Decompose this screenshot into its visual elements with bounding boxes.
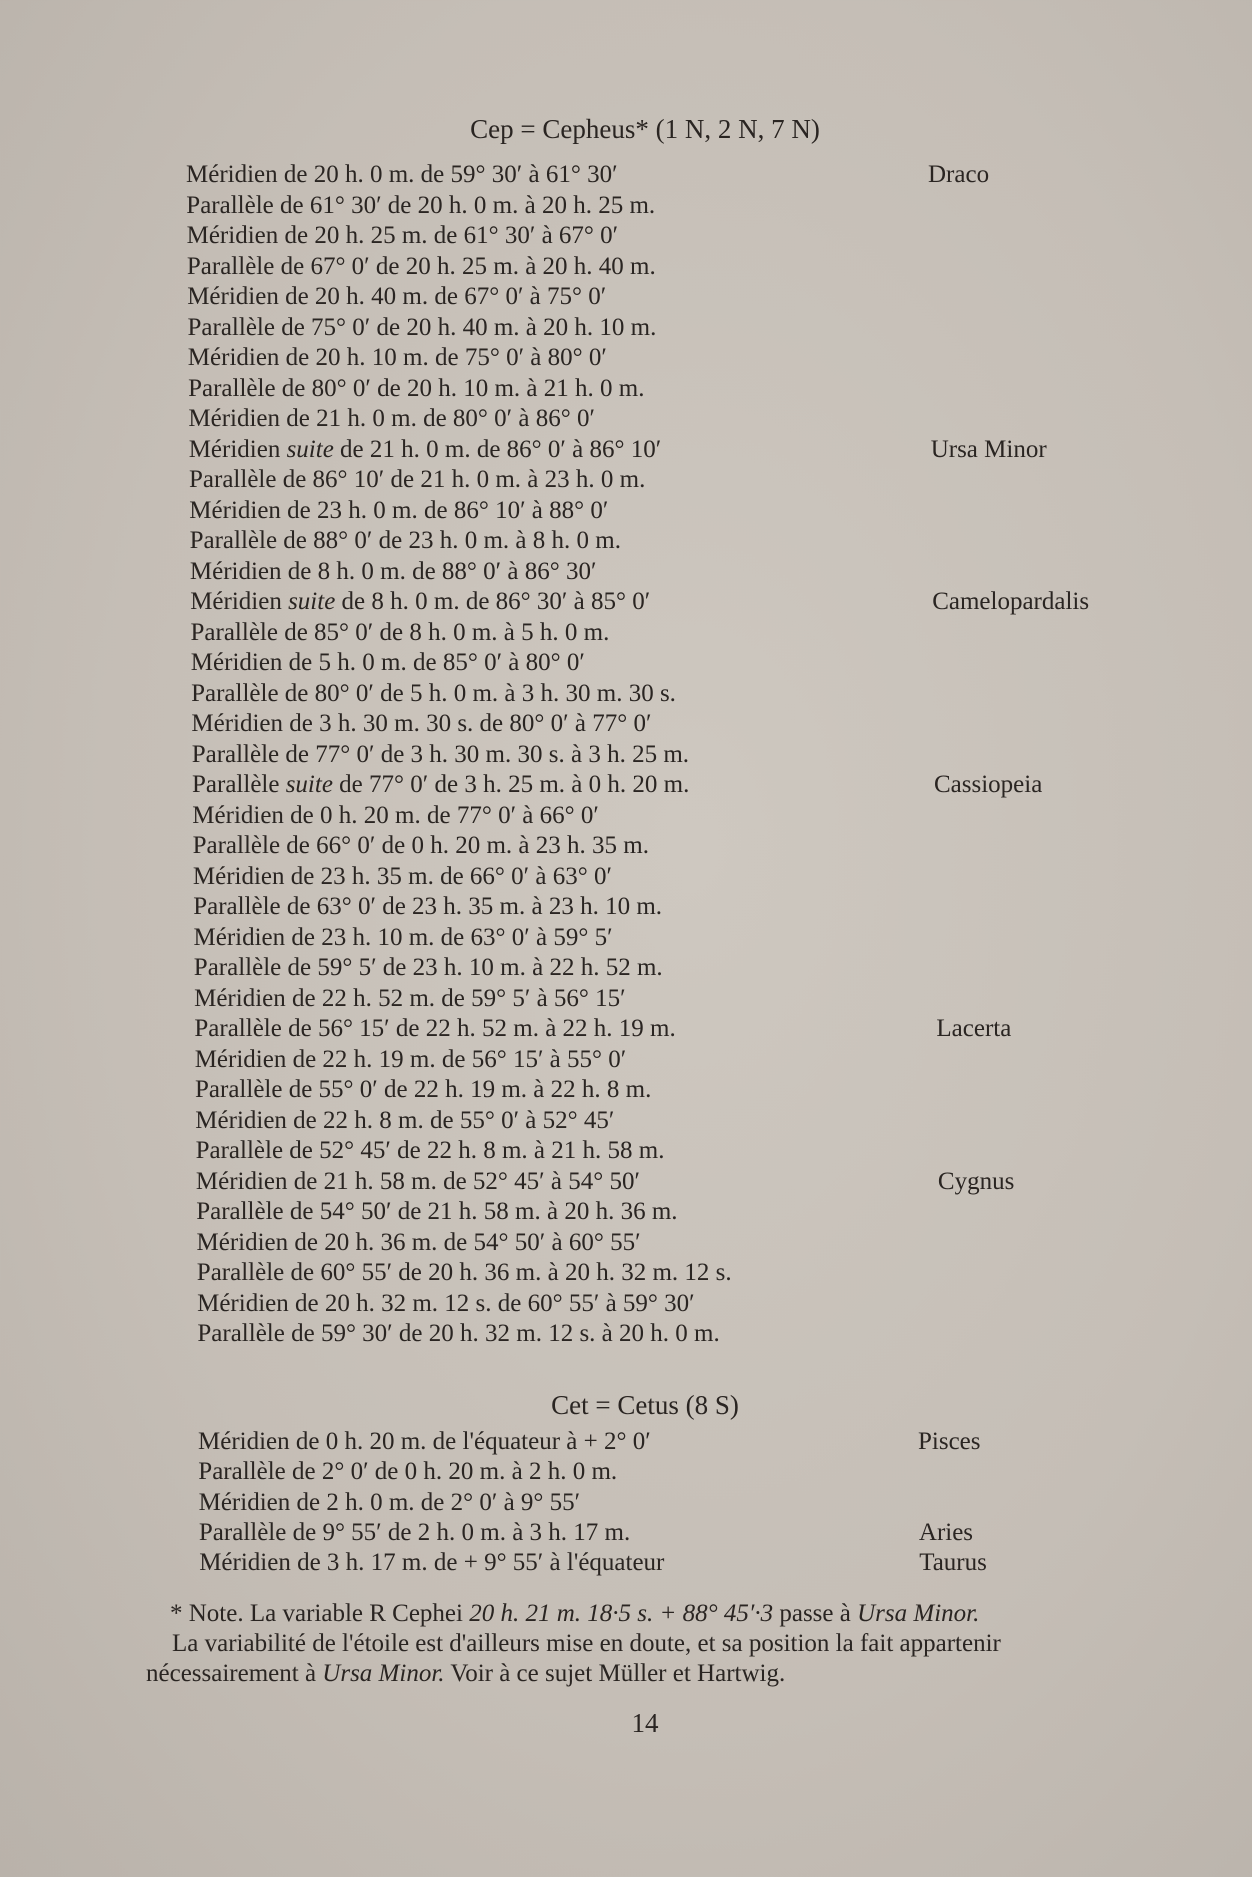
boundary-text: Méridien de 23 h. 35 m. de 66° 0′ à 63° 0′ <box>192 862 612 890</box>
note-coordinates: 20 h. 21 m. 18·5 s. + 88° 45′·3 <box>469 1600 774 1627</box>
cepheus-title: Cep = Cepheus* (1 N, 2 N, 7 N) <box>470 114 820 144</box>
note-label: * Note. <box>170 1600 244 1627</box>
boundary-text: Méridien de 20 h. 40 m. de 67° 0′ à 75° 0′ <box>187 283 607 310</box>
boundary-text: Parallèle de 80° 0′ de 5 h. 0 m. à 3 h. 30 m. 30 s. <box>191 679 676 707</box>
note-line3-b: Voir à ce sujet Müller et Hartwig. <box>450 1660 786 1687</box>
neighbor-constellation: Camelopardalis <box>932 588 1090 615</box>
boundary-text: Méridien de 21 h. 58 m. de 52° 45′ à 54° 50′ <box>195 1167 640 1195</box>
cetus-title: Cet = Cetus (8 S) <box>551 1390 739 1420</box>
neighbor-constellation: Pisces <box>918 1428 981 1455</box>
boundary-text: Parallèle de 75° 0′ de 20 h. 40 m. à 20 h. 10 m. <box>187 313 657 341</box>
footnote <box>170 1599 979 1629</box>
neighbor-constellation: Ursa Minor <box>930 435 1047 463</box>
boundary-text: Méridien suite de 8 h. 0 m. de 86° 30′ à 85° 0′ <box>190 588 651 615</box>
suite-italic: suite <box>285 771 333 798</box>
note-target-2: Ursa Minor. <box>322 1660 445 1687</box>
neighbor-constellation: Draco <box>928 161 990 188</box>
neighbor-constellation: Aries <box>918 1518 974 1546</box>
boundary-text: Méridien de 2 h. 0 m. de 2° 0′ à 9° 55′ <box>198 1488 581 1516</box>
boundary-text: Méridien de 23 h. 0 m. de 86° 10′ à 88° 0′ <box>189 496 609 524</box>
boundary-text: Parallèle de 88° 0′ de 23 h. 0 m. à 8 h. 0 m. <box>189 527 621 554</box>
boundary-text: Méridien suite de 21 h. 0 m. de 86° 0′ à 86° 10′ <box>188 435 662 463</box>
boundary-text: Méridien de 23 h. 10 m. de 63° 0′ à 59° 5′ <box>193 923 613 951</box>
boundary-text: Méridien de 8 h. 0 m. de 88° 0′ à 86° 30′ <box>189 557 597 585</box>
boundary-text: Parallèle de 54° 50′ de 21 h. 58 m. à 20 h. 36 m. <box>196 1198 678 1225</box>
boundary-text: Parallèle de 55° 0′ de 22 h. 19 m. à 22 h. 8 m. <box>195 1076 652 1103</box>
boundary-text: Méridien de 0 h. 20 m. de 77° 0′ à 66° 0′ <box>192 801 599 829</box>
boundary-text: Parallèle de 63° 0′ de 23 h. 35 m. à 23 h. 10 m. <box>193 893 663 920</box>
boundary-text: Méridien de 3 h. 17 m. de + 9° 55′ à l'équateur <box>199 1549 665 1577</box>
boundary-text: Parallèle de 67° 0′ de 20 h. 25 m. à 20 h. 40 m. <box>186 252 656 280</box>
boundary-text: Parallèle de 9° 55′ de 2 h. 0 m. à 3 h. 17 m. <box>198 1518 631 1546</box>
footnote-line-2: La variabilité de l'étoile est d'ailleurs mise en doute, et sa position la fait appartenir <box>172 1630 1001 1657</box>
page-number: 14 <box>631 1708 659 1738</box>
note-line1-b: passe à <box>779 1600 851 1627</box>
suite-italic: suite <box>286 435 334 463</box>
neighbor-constellation: Lacerta <box>936 1015 1012 1042</box>
boundary-text: Méridien de 22 h. 8 m. de 55° 0′ à 52° 45′ <box>195 1106 615 1134</box>
boundary-text: Méridien de 22 h. 19 m. de 56° 15′ à 55° 0′ <box>194 1045 627 1073</box>
note-line3-a: nécessairement à <box>146 1660 317 1687</box>
boundary-text: Parallèle de 80° 0′ de 20 h. 10 m. à 21 h. 0 m. <box>188 374 645 402</box>
footnote-line-3 <box>146 1659 785 1689</box>
boundary-text: Méridien de 20 h. 32 m. 12 s. de 60° 55′ à 59° 30′ <box>197 1289 695 1317</box>
boundary-text: Méridien de 20 h. 36 m. de 54° 50′ à 60° 55′ <box>196 1228 641 1256</box>
boundary-text: Parallèle de 61° 30′ de 20 h. 0 m. à 20 h. 25 m. <box>186 191 656 219</box>
boundary-text: Parallèle de 86° 10′ de 21 h. 0 m. à 23 h. 0 m. <box>189 466 646 493</box>
boundary-text: Parallèle de 2° 0′ de 0 h. 20 m. à 2 h. 0 m. <box>198 1458 618 1486</box>
note-line1-a: La variable R Cephei <box>249 1600 463 1627</box>
neighbor-constellation: Taurus <box>919 1549 987 1577</box>
boundary-text: Méridien de 22 h. 52 m. de 59° 5′ à 56° 15′ <box>194 984 626 1012</box>
suite-italic: suite <box>288 588 336 615</box>
boundary-text: Méridien de 20 h. 10 m. de 75° 0′ à 80° 0′ <box>187 344 607 371</box>
note-target-1: Ursa Minor. <box>857 1600 980 1627</box>
boundary-text: Méridien de 3 h. 30 m. 30 s. de 80° 0′ à 77° 0′ <box>191 710 652 737</box>
boundary-text: Parallèle de 52° 45′ de 22 h. 8 m. à 21 h. 58 m. <box>195 1137 665 1164</box>
neighbor-constellation: Cygnus <box>937 1167 1015 1195</box>
boundary-text: Méridien de 20 h. 25 m. de 61° 30′ à 67° 0′ <box>186 222 619 249</box>
neighbor-constellation: Cassiopeia <box>934 771 1043 798</box>
boundary-text: Méridien de 0 h. 20 m. de l'équateur à + 2° 0′ <box>198 1428 651 1455</box>
boundary-text: Parallèle de 66° 0′ de 0 h. 20 m. à 23 h. 35 m. <box>192 832 649 859</box>
boundary-text: Méridien de 20 h. 0 m. de 59° 30′ à 61° 30′ <box>186 161 618 188</box>
boundary-text: Méridien de 21 h. 0 m. de 80° 0′ à 86° 0′ <box>188 405 595 432</box>
boundary-text: Parallèle suite de 77° 0′ de 3 h. 25 m. à 0 h. 20 m. <box>192 771 690 798</box>
boundary-text: Parallèle de 59° 5′ de 23 h. 10 m. à 22 h. 52 m. <box>193 954 663 981</box>
boundary-text: Méridien de 5 h. 0 m. de 85° 0′ à 80° 0′ <box>190 649 585 676</box>
boundary-text: Parallèle de 56° 15′ de 22 h. 52 m. à 22 h. 19 m. <box>194 1015 676 1042</box>
boundary-text: Parallèle de 59° 30′ de 20 h. 32 m. 12 s. à 20 h. 0 m. <box>197 1320 720 1347</box>
boundary-text: Parallèle de 85° 0′ de 8 h. 0 m. à 5 h. 0 m. <box>190 618 610 646</box>
boundary-text: Parallèle de 77° 0′ de 3 h. 30 m. 30 s. à 3 h. 25 m. <box>191 740 690 768</box>
boundary-text: Parallèle de 60° 55′ de 20 h. 36 m. à 20 h. 32 m. 12 s. <box>196 1259 732 1286</box>
